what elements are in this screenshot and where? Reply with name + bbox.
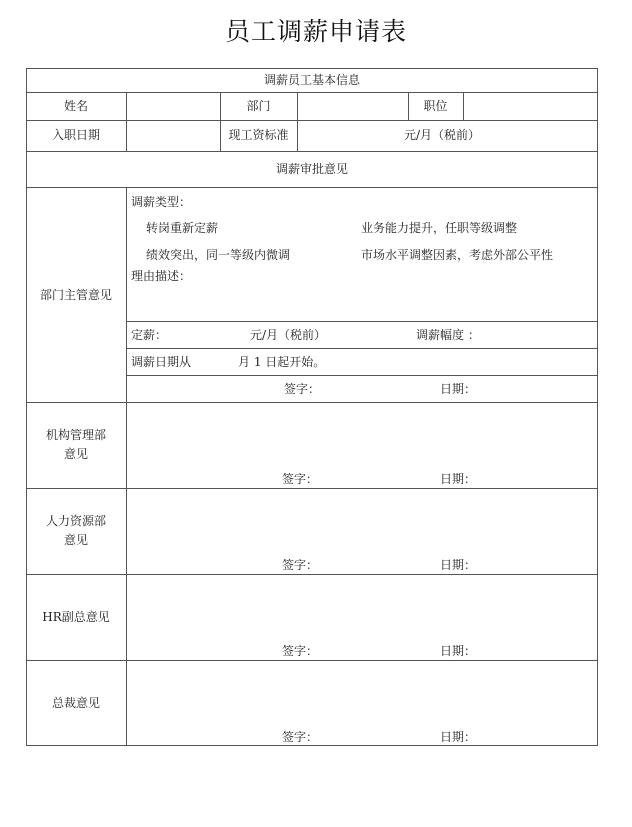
hire-date-field[interactable] bbox=[127, 122, 219, 150]
vp-sign-label: 签字： bbox=[282, 644, 319, 658]
department-field[interactable] bbox=[298, 94, 407, 118]
adjust-type-label: 调薪类型： bbox=[131, 195, 192, 209]
fixed-salary-label: 定薪： bbox=[131, 328, 168, 342]
adjust-date-prefix: 调薪日期从 bbox=[131, 355, 192, 369]
option-transfer[interactable]: 转岗重新定薪 bbox=[146, 221, 219, 235]
ceo-sign-label: 签字： bbox=[282, 730, 319, 744]
option-market[interactable]: 市场水平调整因素，考虑外部公平性 bbox=[361, 248, 554, 262]
adjust-range-label: 调薪幅度 ： bbox=[416, 328, 480, 342]
hire-date-label: 入职日期 bbox=[51, 128, 100, 142]
salary-unit-label: 元/月（税前） bbox=[404, 128, 481, 142]
manager-date-label: 日期： bbox=[440, 382, 477, 396]
section-approval: 调薪审批意见 bbox=[275, 162, 348, 176]
ceo-date-label: 日期： bbox=[440, 730, 477, 744]
ceo-opinion-label: 总裁意见 bbox=[51, 696, 100, 710]
vp-date-label: 日期： bbox=[440, 644, 477, 658]
name-label: 姓名 bbox=[63, 99, 88, 113]
reason-label: 理由描述： bbox=[131, 269, 192, 283]
hr-sign-label: 签字： bbox=[282, 558, 319, 572]
fixed-salary-unit: 元/月（税前） bbox=[250, 328, 327, 342]
vp-opinion-label: HR副总意见 bbox=[42, 610, 110, 624]
org-opinion-label: 机构管理部 意见 bbox=[45, 428, 106, 461]
option-ability-upgrade[interactable]: 业务能力提升，任职等级调整 bbox=[361, 221, 518, 235]
current-salary-label: 现工资标准 bbox=[228, 128, 289, 142]
position-label: 职位 bbox=[423, 99, 448, 113]
manager-sign-label: 签字： bbox=[284, 382, 321, 396]
form-title: 员工调薪申请表 bbox=[224, 17, 407, 46]
hr-date-label: 日期： bbox=[440, 558, 477, 572]
hr-opinion-label: 人力资源部 意见 bbox=[45, 514, 106, 547]
department-label: 部门 bbox=[246, 99, 271, 113]
section-basic-info: 调薪员工基本信息 bbox=[263, 73, 360, 87]
name-field[interactable] bbox=[127, 94, 219, 118]
manager-opinion-label: 部门主管意见 bbox=[39, 288, 112, 302]
adjust-date-suffix: 月 1 日起开始。 bbox=[238, 355, 326, 369]
option-performance[interactable]: 绩效突出，同一等级内微调 bbox=[146, 248, 291, 262]
org-date-label: 日期： bbox=[440, 472, 477, 486]
position-field[interactable] bbox=[464, 94, 596, 118]
org-sign-label: 签字： bbox=[282, 472, 319, 486]
